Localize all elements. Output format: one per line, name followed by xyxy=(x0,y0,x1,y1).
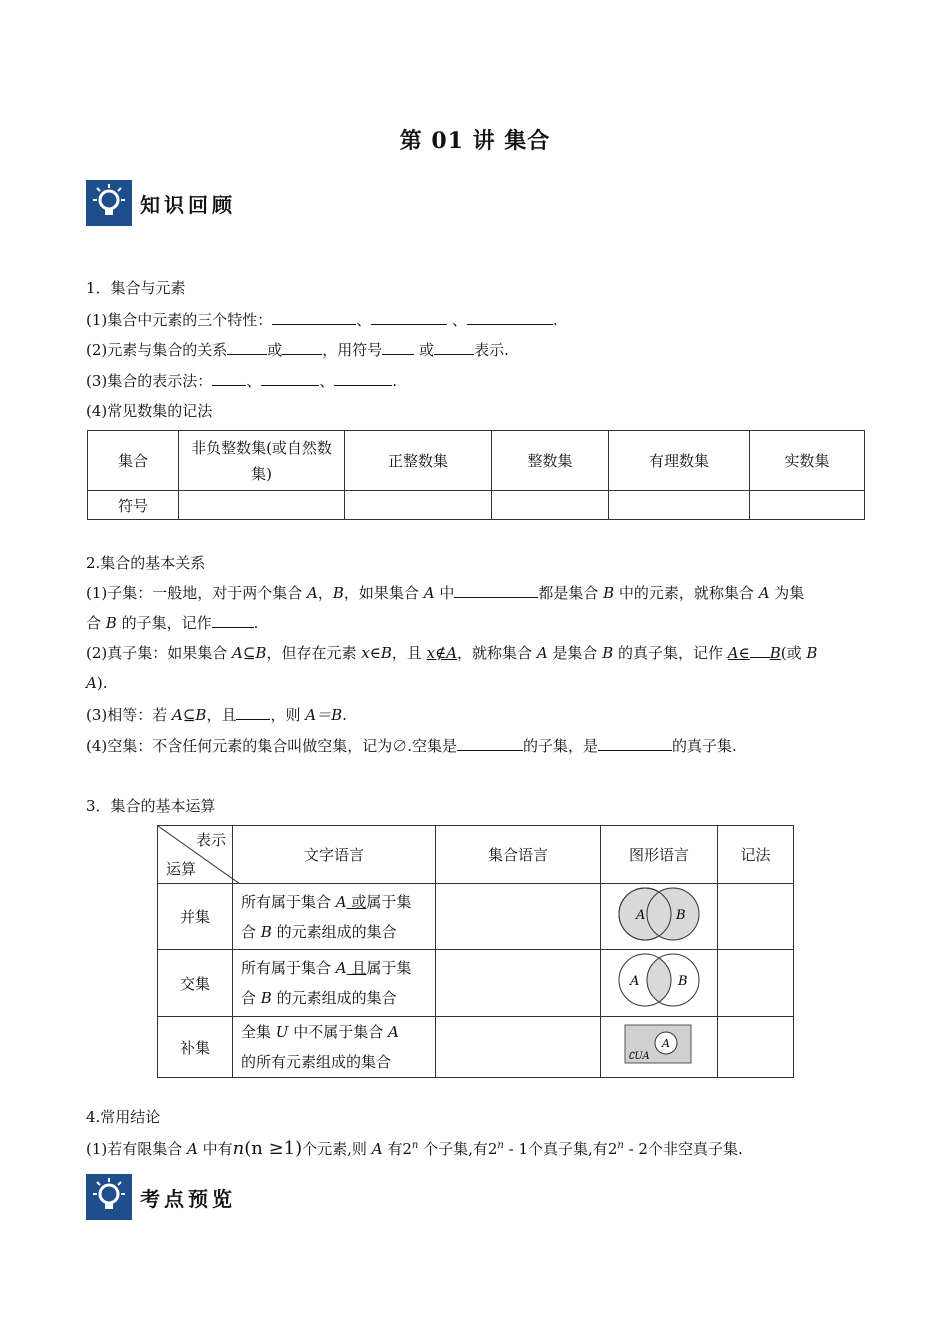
text: n xyxy=(497,1140,504,1151)
lightbulb-icon xyxy=(86,180,132,226)
cell: 实数集 xyxy=(750,431,865,491)
section-3-heading: 3．集合的基本运算 xyxy=(86,797,216,815)
cell: 交集 xyxy=(158,950,233,1017)
cell: 图形语言 xyxy=(601,826,718,884)
text: 合 xyxy=(241,922,261,941)
blank xyxy=(457,736,523,751)
text: 全集 xyxy=(241,1023,276,1041)
text: 的所有元素组成的集合 xyxy=(241,1053,392,1071)
text: (1)若有限集合 xyxy=(86,1140,188,1158)
header-rep: 表示 xyxy=(195,831,226,849)
text: 的真子集. xyxy=(672,737,737,755)
text: . xyxy=(553,311,558,329)
text: . xyxy=(253,614,259,632)
text: n xyxy=(411,1140,419,1151)
text: B xyxy=(260,989,272,1007)
text: (2)真子集：如果集合 xyxy=(86,644,233,662)
blank xyxy=(598,736,672,751)
text: A xyxy=(371,1140,383,1158)
text: B xyxy=(603,584,615,602)
text: 的元素组成的集合 xyxy=(271,922,397,941)
s4-line-1 xyxy=(86,1136,743,1159)
complement-diagram xyxy=(624,1024,694,1066)
s1-line-3 xyxy=(86,371,397,391)
blank xyxy=(282,340,322,355)
text: . xyxy=(342,706,347,724)
cell xyxy=(601,1017,718,1078)
page-title: 第 01 讲 集合 xyxy=(399,128,551,154)
s2-p4 xyxy=(86,736,737,756)
s2-p2-line2 xyxy=(86,673,107,693)
text: B xyxy=(602,644,614,662)
s1-line-2 xyxy=(86,340,509,360)
diagonal-header-cell xyxy=(158,826,233,884)
text: ，但存在元素 xyxy=(266,644,362,662)
venn-label-a: A xyxy=(636,907,646,923)
cell: 记法 xyxy=(718,826,794,884)
cell xyxy=(718,1017,794,1078)
header-op: 运算 xyxy=(166,860,197,878)
cell xyxy=(233,950,436,1017)
text: 中的元素，就称集合 xyxy=(614,584,759,602)
text: 所有属于集合 xyxy=(241,892,336,911)
cell xyxy=(436,950,601,1017)
text: ，且 xyxy=(206,706,237,724)
text: ，就称集合 xyxy=(457,644,537,662)
blank xyxy=(434,340,474,355)
blank xyxy=(212,613,254,628)
cell xyxy=(233,1017,436,1078)
text: 为集 xyxy=(769,584,805,602)
cell: 并集 xyxy=(158,884,233,950)
section-1-heading: 1．集合与元素 xyxy=(86,279,186,297)
text: A xyxy=(307,584,318,602)
text: 有 xyxy=(382,1140,403,1158)
text: U xyxy=(275,1023,289,1041)
text: A∈ xyxy=(727,644,750,662)
text: A xyxy=(335,892,347,911)
text: 是集合 xyxy=(547,644,603,662)
text: . xyxy=(392,372,398,390)
text: 2 xyxy=(607,1140,618,1158)
text: A xyxy=(423,584,435,602)
venn-label-b: B xyxy=(678,974,688,989)
text: 所有属于集合 xyxy=(241,959,336,977)
blank xyxy=(467,310,553,325)
text: - 2 xyxy=(623,1140,648,1158)
cell: 集合语言 xyxy=(436,826,601,884)
text: 属于集 xyxy=(366,959,412,977)
cell xyxy=(718,950,794,1017)
set-operations-table xyxy=(157,825,794,1078)
text: B xyxy=(105,614,117,632)
text: A xyxy=(387,1023,399,1041)
text: A xyxy=(536,644,548,662)
section-4-heading: 4.常用结论 xyxy=(86,1108,161,1126)
text: 的真子集，记作 xyxy=(613,644,728,662)
s2-p3 xyxy=(86,705,347,725)
text: ，用符号 xyxy=(322,341,383,359)
text: 2 xyxy=(487,1140,498,1158)
text: - 1 xyxy=(503,1140,529,1158)
text: x∉A xyxy=(426,644,458,662)
venn-label-a: A xyxy=(630,974,640,989)
text: 或 xyxy=(346,892,367,911)
text: 的元素组成的集合 xyxy=(271,989,397,1007)
text: A＝B xyxy=(305,706,343,724)
text: 、 xyxy=(246,372,262,390)
s1-line-4: (4)常见数集的记法 xyxy=(86,402,213,420)
number-sets-table xyxy=(87,430,865,520)
text: 个子集,有 xyxy=(418,1140,488,1158)
cell xyxy=(601,950,718,1017)
text: 、 xyxy=(319,372,335,390)
text: 个元素,则 xyxy=(302,1140,372,1158)
banner-label: 知识回顾 xyxy=(140,192,236,217)
text: 中有 xyxy=(197,1140,233,1158)
text: A xyxy=(335,959,347,977)
text: 、 xyxy=(356,311,372,329)
banner-label: 考点预览 xyxy=(140,1186,236,1211)
cell xyxy=(345,491,492,520)
blank xyxy=(261,371,319,386)
text: 且 xyxy=(346,959,367,977)
text: ， xyxy=(317,584,333,602)
blank xyxy=(454,583,538,598)
cell xyxy=(179,491,345,520)
lightbulb-icon xyxy=(86,1174,132,1220)
cell xyxy=(601,884,718,950)
s2-p2-line1 xyxy=(86,643,817,663)
complement-label: ∁UA xyxy=(628,1051,650,1062)
text: 个真子集,有 xyxy=(528,1140,608,1158)
blank xyxy=(236,705,270,720)
text: 或 xyxy=(414,341,435,359)
cell xyxy=(718,884,794,950)
text: 个非空真子集. xyxy=(647,1140,743,1158)
cell xyxy=(609,491,750,520)
cell: 有理数集 xyxy=(609,431,750,491)
text: 合 xyxy=(241,989,261,1007)
preview-banner xyxy=(86,1174,236,1220)
text: ，如果集合 xyxy=(343,584,424,602)
cell: 文字语言 xyxy=(233,826,436,884)
section-2-heading: 2.集合的基本关系 xyxy=(86,554,206,572)
text: n xyxy=(617,1140,624,1151)
text: (1)子集：一般地，对于两个集合 xyxy=(86,584,308,602)
text: (3)集合的表示法： xyxy=(86,372,213,390)
text: ). xyxy=(96,674,108,692)
text: 属于集 xyxy=(366,892,412,911)
text: (4)空集：不含任何元素的集合叫做空集，记为∅.空集是 xyxy=(86,737,458,755)
blank xyxy=(212,371,246,386)
text: 、 xyxy=(447,311,468,329)
cell xyxy=(436,1017,601,1078)
blank xyxy=(371,310,447,325)
cell: 非负整数集(或自然数集) xyxy=(179,431,345,491)
text: x∈B xyxy=(361,644,392,662)
text: B xyxy=(806,644,818,662)
text: 的子集，记作 xyxy=(116,614,212,632)
text: A⊆B xyxy=(232,644,267,662)
text: 或 xyxy=(267,341,283,359)
text: 中不属于集合 xyxy=(288,1023,388,1041)
s1-line-1 xyxy=(86,310,558,330)
text: B xyxy=(260,922,272,941)
cell: 整数集 xyxy=(492,431,609,491)
blank xyxy=(272,310,356,325)
text: (2)元素与集合的关系 xyxy=(86,341,228,359)
text: (或 xyxy=(780,644,807,662)
knowledge-review-banner xyxy=(86,180,236,226)
s2-p1-line2 xyxy=(86,613,258,633)
cell xyxy=(436,884,601,950)
union-venn-diagram xyxy=(616,885,702,945)
venn-label-b: B xyxy=(676,907,686,923)
complement-set-label: A xyxy=(662,1037,670,1050)
cell: 符号 xyxy=(88,491,179,520)
text: A xyxy=(187,1140,198,1158)
text: A xyxy=(86,674,97,692)
text: n xyxy=(232,1138,245,1159)
text: B xyxy=(769,644,781,662)
cell: 补集 xyxy=(158,1017,233,1078)
text: ，则 xyxy=(270,706,306,724)
text: A xyxy=(758,584,770,602)
blank xyxy=(227,340,267,355)
cell: 正整数集 xyxy=(345,431,492,491)
blank xyxy=(382,340,414,355)
blank xyxy=(750,643,770,658)
text: 合 xyxy=(86,614,106,632)
s2-p1-line1 xyxy=(86,583,804,603)
cell xyxy=(492,491,609,520)
text: 2 xyxy=(402,1140,412,1158)
text: A⊆B xyxy=(172,706,207,724)
cell xyxy=(233,884,436,950)
text: ，且 xyxy=(391,644,427,662)
intersection-venn-diagram xyxy=(616,951,702,1011)
text: B xyxy=(332,584,344,602)
text: 表示. xyxy=(474,341,509,359)
text: 都是集合 xyxy=(538,584,604,602)
text: (n ≥1) xyxy=(244,1138,303,1159)
blank xyxy=(334,371,392,386)
text: (1)集合中元素的三个特性： xyxy=(86,311,273,329)
text: (3)相等：若 xyxy=(86,706,173,724)
cell xyxy=(750,491,865,520)
cell: 集合 xyxy=(88,431,179,491)
text: 中 xyxy=(434,584,455,602)
text: 的子集，是 xyxy=(523,737,599,755)
